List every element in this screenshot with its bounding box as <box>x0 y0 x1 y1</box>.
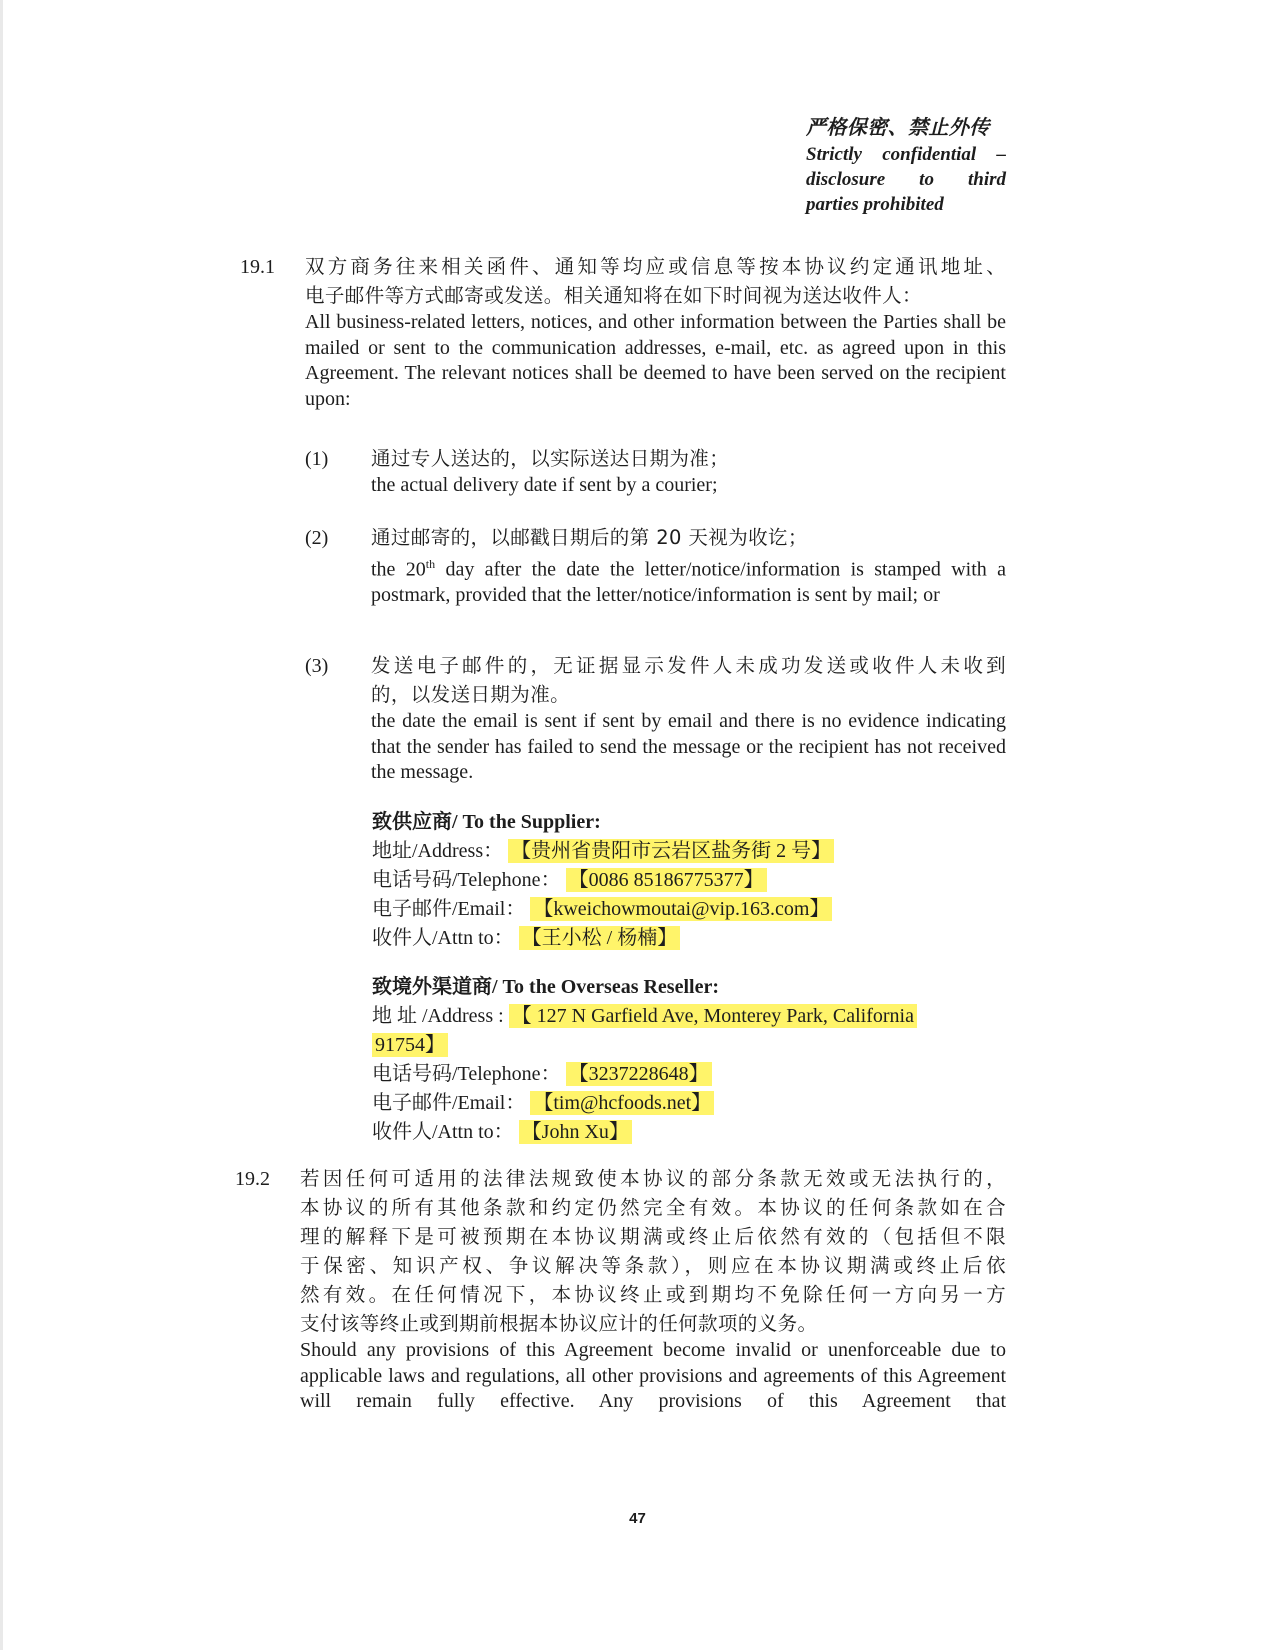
item-cn: 通过邮寄的，以邮戳日期后的第 20 天视为收讫； <box>371 526 808 549</box>
reseller-address-row <box>372 1002 1012 1031</box>
item-en <box>371 552 1006 609</box>
clause-cn-line: 支付该等终止或到期前根据本协议应计的任何款项的义务。 <box>300 1312 818 1335</box>
supplier-phone-row <box>372 866 1012 895</box>
item-3-text <box>371 651 1006 786</box>
confidentiality-notice <box>806 113 1006 217</box>
item-cn: 通过专人送达的，以实际送达日期为准； <box>371 447 730 470</box>
supplier-heading-en: / To the Supplier: <box>452 811 601 833</box>
reseller-phone-row <box>372 1060 1012 1089</box>
confidentiality-en-line: Strictly confidential – <box>806 144 1006 165</box>
item-2-text <box>371 523 1006 609</box>
reseller-address-row-2 <box>372 1031 1012 1060</box>
address-value-cont: 91754】 <box>372 1033 448 1057</box>
item-en-sup: th <box>425 557 436 571</box>
phone-label: 电话号码/Telephone： <box>372 1063 561 1085</box>
supplier-contact <box>372 808 1012 953</box>
reseller-contact <box>372 973 1012 1147</box>
clause-19-2-text <box>300 1164 1006 1415</box>
clause-cn-line: 电子邮件等方式邮寄或发送。相关通知将在如下时间视为送达收件人： <box>305 284 922 307</box>
item-en-part: day after the date the letter/notice/information is stamped with a postmark, provided that the letter/notice/information is sent by mail; or <box>371 558 1006 607</box>
item-en-part: the 20 <box>371 558 426 581</box>
supplier-heading-cn: 致供应商 <box>372 811 452 833</box>
clause-cn-line: 理的解释下是可被预期在本协议期满或终止后依然有效的（包括但不限 <box>300 1225 1006 1248</box>
email-label: 电子邮件/Email： <box>372 1092 526 1114</box>
attn-value: 【John Xu】 <box>519 1120 632 1144</box>
attn-label: 收件人/Attn to： <box>372 927 514 949</box>
confidentiality-en-line: disclosure to third <box>806 169 1006 190</box>
clause-en: All business-related letters, notices, and other information between the Parties shall be mailed or sent to the communication addresses, e-mail, etc. as agreed upon in this Agreement. The relevant notices shall be deemed to have been served on the recipient upon: <box>305 311 1006 410</box>
address-label: 地址/Address： <box>372 840 504 862</box>
phone-value: 【3237228648】 <box>566 1062 712 1086</box>
clause-en: Should any provisions of this Agreement become invalid or unenforceable due to applicable laws and regulations, all other provisions and agreements of this Agreement will remain fully effective. Any provisions of this Agreement that <box>300 1339 1006 1412</box>
address-label: 地 址 /Address : <box>372 1005 504 1027</box>
address-value: 【 127 N Garfield Ave, Monterey Park, California <box>509 1004 917 1028</box>
item-en: the actual delivery date if sent by a courier; <box>371 474 718 496</box>
reseller-attn-row <box>372 1118 1012 1147</box>
phone-label: 电话号码/Telephone： <box>372 869 561 891</box>
clause-number: 19.1 <box>240 256 275 278</box>
email-value: 【tim@hcfoods.net】 <box>530 1091 714 1115</box>
clause-cn-line: 本协议的所有其他条款和约定仍然完全有效。本协议的任何条款如在合 <box>300 1196 1006 1219</box>
clause-cn-line: 双方商务往来相关函件、通知等均应或信息等按本协议约定通讯地址、 <box>305 255 1006 278</box>
scan-edge <box>0 0 3 1650</box>
item-number: (1) <box>305 448 329 470</box>
email-value: 【kweichowmoutai@vip.163.com】 <box>530 897 832 921</box>
item-number: (3) <box>305 655 329 677</box>
reseller-email-row <box>372 1089 1012 1118</box>
attn-label: 收件人/Attn to： <box>372 1121 514 1143</box>
item-cn-line: 的，以发送日期为准。 <box>371 683 571 706</box>
reseller-heading-en: / To the Overseas Reseller: <box>492 976 719 998</box>
confidentiality-en-line: parties prohibited <box>806 194 944 215</box>
item-number: (2) <box>305 527 329 549</box>
reseller-heading <box>372 973 1012 1002</box>
supplier-heading <box>372 808 1012 837</box>
attn-value: 【王小松 / 杨楠】 <box>519 926 681 950</box>
clause-cn-line: 于保密、知识产权、争议解决等条款），则应在本协议期满或终止后依 <box>300 1254 1006 1277</box>
clause-cn-line: 然有效。在任何情况下，本协议终止或到期均不免除任何一方向另一方 <box>300 1283 1006 1306</box>
page-number: 47 <box>629 1510 646 1527</box>
supplier-email-row <box>372 895 1012 924</box>
supplier-attn-row <box>372 924 1012 953</box>
item-1-text <box>371 444 1006 499</box>
item-en: the date the email is sent if sent by email and there is no evidence indicating that the sender has failed to send the message or the recipient has not received the message. <box>371 710 1006 783</box>
phone-value: 【0086 85186775377】 <box>566 868 767 892</box>
clause-number: 19.2 <box>235 1168 270 1190</box>
item-cn-line: 发送电子邮件的，无证据显示发件人未成功发送或收件人未收到 <box>371 654 1006 677</box>
address-value: 【贵州省贵阳市云岩区盐务街 2 号】 <box>508 839 834 863</box>
clause-19-1-text <box>305 252 1006 412</box>
email-label: 电子邮件/Email： <box>372 898 526 920</box>
supplier-address-row <box>372 837 1012 866</box>
reseller-heading-cn: 致境外渠道商 <box>372 976 492 998</box>
clause-cn-line: 若因任何可适用的法律法规致使本协议的部分条款无效或无法执行的， <box>300 1167 1006 1190</box>
confidentiality-cn: 严格保密、禁止外传 <box>806 115 990 139</box>
